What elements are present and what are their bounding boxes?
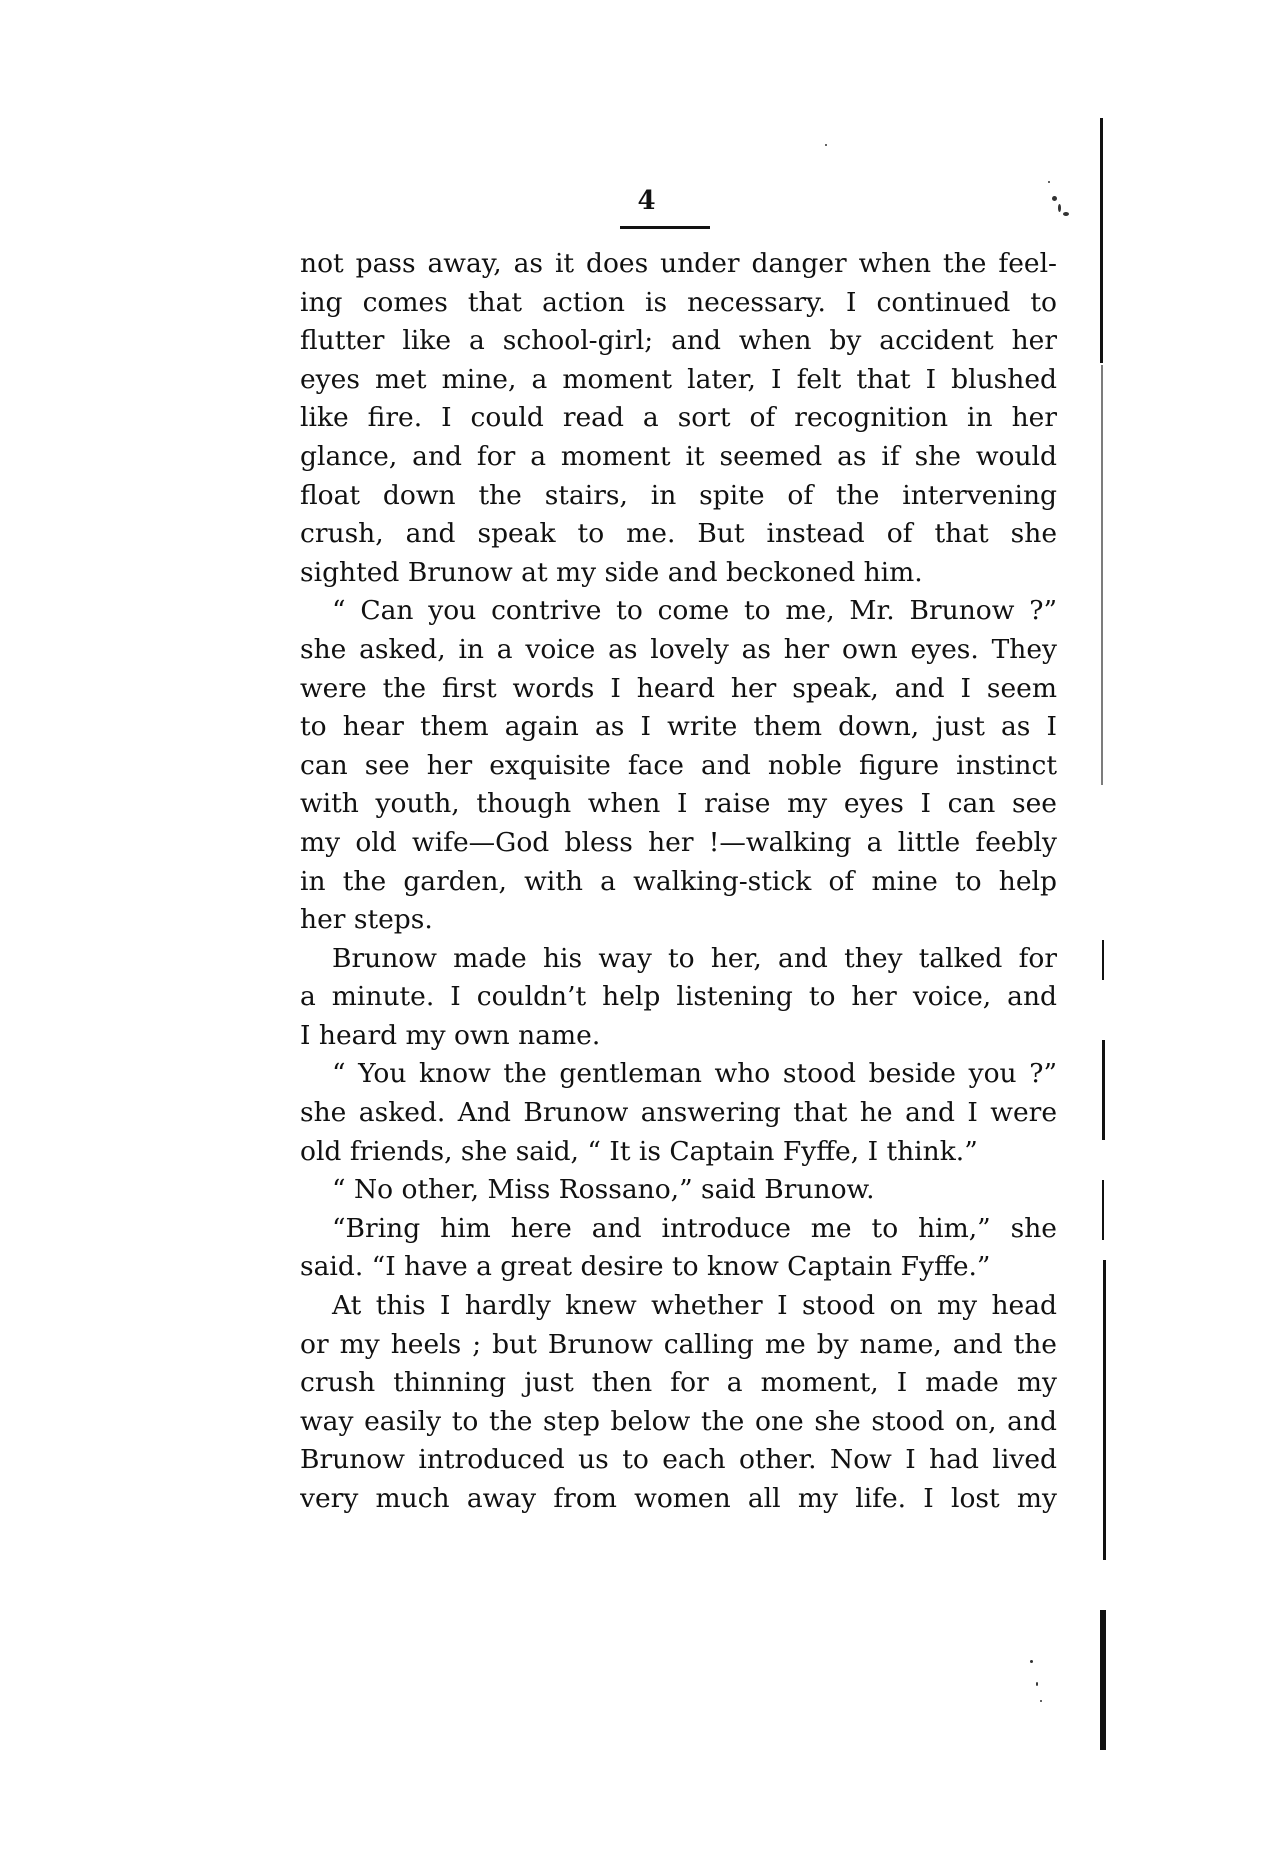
scan-speck xyxy=(1052,196,1057,201)
text-line: her steps. xyxy=(300,904,433,936)
scan-edge-mark xyxy=(1103,1260,1106,1560)
text-line: glance, and for a moment it seemed as if she would xyxy=(300,440,1057,472)
scan-edge-mark xyxy=(1101,365,1103,785)
scan-edge-mark xyxy=(1102,1040,1105,1140)
text-line: old friends, she said, “ It is Captain Fyffe, I think.” xyxy=(300,1135,978,1167)
text-line: very much away from women all my life. I lost my xyxy=(300,1483,1057,1514)
scan-speck xyxy=(1030,1660,1033,1663)
text-line: can see her exquisite face and noble figure instinct xyxy=(300,749,1057,781)
text-line: “ Can you contrive to come to me, Mr. Brunow ?” xyxy=(332,595,1057,627)
text-line: “Bring him here and introduce me to him,” she xyxy=(332,1212,1057,1244)
text-line: she asked, in a voice as lovely as her own eyes. They xyxy=(300,633,1057,665)
scan-speck xyxy=(1048,181,1050,183)
text-line: said. “I have a great desire to know Captain Fyffe.” xyxy=(300,1251,991,1283)
scan-speck xyxy=(1063,212,1069,216)
scan-speck xyxy=(1036,1682,1038,1686)
text-line: “ You know the gentleman who stood beside you ?” xyxy=(332,1058,1057,1090)
text-line: like fire. I could read a sort of recognition in her xyxy=(300,402,1057,434)
scan-edge-mark xyxy=(1100,1610,1106,1750)
scan-speck xyxy=(1058,204,1061,212)
text-line: sighted Brunow at my side and beckoned him. xyxy=(300,556,923,588)
text-line: “ No other, Miss Rossano,” said Brunow. xyxy=(332,1174,875,1206)
text-line: Brunow made his way to her, and they talked for xyxy=(332,942,1057,974)
text-line: she asked. And Brunow answering that he and I were xyxy=(300,1097,1057,1129)
page-number: 4 xyxy=(637,186,656,216)
scan-speck xyxy=(825,144,827,146)
text-line: eyes met mine, a moment later, I felt that I blushed xyxy=(300,363,1057,395)
text-line: Brunow introduced us to each other. Now I had lived xyxy=(300,1444,1057,1476)
text-line: I heard my own name. xyxy=(300,1019,601,1051)
text-line: to hear them again as I write them down, just as I xyxy=(300,711,1057,743)
text-line: flutter like a school-girl; and when by accident her xyxy=(300,325,1057,357)
text-line: with youth, though when I raise my eyes I can see xyxy=(300,788,1057,820)
text-line: crush, and speak to me. But instead of that she xyxy=(300,518,1057,550)
text-line: a minute. I couldn’t help listening to her voice, and xyxy=(300,981,1057,1013)
scan-edge-mark xyxy=(1100,118,1103,363)
text-line: my old wife—God bless her !—walking a little feebly xyxy=(300,826,1057,858)
text-line: crush thinning just then for a moment, I made my xyxy=(300,1367,1057,1399)
page-number-rule xyxy=(620,226,710,229)
scan-edge-mark xyxy=(1102,1180,1104,1240)
text-line: ing comes that action is necessary. I continued to xyxy=(300,286,1057,318)
text-line: float down the stairs, in spite of the intervening xyxy=(300,479,1057,511)
text-line: were the first words I heard her speak, and I seem xyxy=(300,672,1057,704)
body-text xyxy=(300,245,1057,1519)
scan-speck xyxy=(1040,1700,1042,1702)
text-line: or my heels ; but Brunow calling me by name, and the xyxy=(300,1328,1057,1360)
text-line: not pass away, as it does under danger when the feel- xyxy=(300,248,1057,279)
text-line: way easily to the step below the one she stood on, and xyxy=(300,1405,1057,1437)
scan-edge-mark xyxy=(1102,940,1104,980)
text-line: in the garden, with a walking-stick of mine to help xyxy=(300,865,1057,897)
text-line: At this I hardly knew whether I stood on my head xyxy=(332,1290,1057,1322)
